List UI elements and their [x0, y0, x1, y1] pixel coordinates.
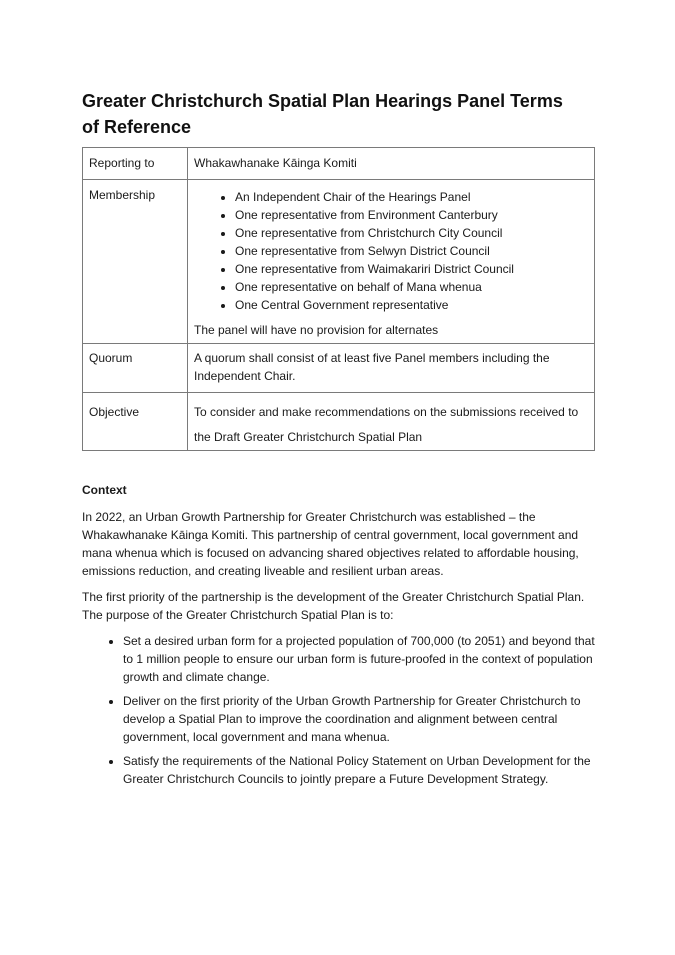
membership-note: The panel will have no provision for alternates — [194, 323, 439, 337]
list-item: • One representative from Waimakariri District Council — [235, 260, 588, 278]
objective-value: To consider and make recommendations on the submissions received to the Draft Greater Christchurch Spatial Plan — [194, 405, 579, 444]
list-item: • One representative from Selwyn District Council — [235, 242, 588, 260]
objective-label: Objective — [89, 405, 140, 419]
list-item: • Satisfy the requirements of the National Policy Statement on Urban Development for the Greater Christchurch Councils to jointly prepare a Future Development Strategy. — [123, 752, 602, 788]
table-value-cell — [188, 393, 595, 451]
table-row-reporting — [83, 148, 595, 180]
reporting-value: Whakawhanake Kāinga Komiti — [194, 156, 357, 170]
quorum-label: Quorum — [89, 351, 133, 365]
list-item: • One Central Government representative — [235, 296, 588, 314]
list-item: • Set a desired urban form for a projected population of 700,000 (to 2051) and beyond that to 1 million people to ensure our urban form is future-proofed in the context of population growth and climate change. — [123, 632, 602, 686]
table-label-cell — [83, 344, 188, 393]
list-item: • One representative on behalf of Mana whenua — [235, 278, 588, 296]
list-item: • One representative from Christchurch City Council — [235, 224, 588, 242]
list-item: • Deliver on the first priority of the Urban Growth Partnership for Greater Christchurch to develop a Spatial Plan to improve the coordination and alignment between central government, local government and mana whenua. — [123, 692, 602, 746]
table-label-cell — [83, 148, 188, 180]
context-heading: Context — [82, 483, 127, 497]
table-value-cell — [188, 180, 595, 344]
terms-of-reference-table — [82, 147, 595, 451]
membership-list — [194, 188, 588, 314]
table-row-objective — [83, 393, 595, 451]
membership-label: Membership — [89, 188, 156, 202]
reporting-label: Reporting to — [89, 156, 155, 170]
table-value-cell — [188, 344, 595, 393]
table-label-cell — [83, 393, 188, 451]
context-section — [82, 481, 602, 794]
list-item: • One representative from Environment Canterbury — [235, 206, 588, 224]
list-item: • An Independent Chair of the Hearings Panel — [235, 188, 588, 206]
context-paragraph: In 2022, an Urban Growth Partnership for Greater Christchurch was established – the Whakawhanake Kāinga Komiti. This partnership of central government, local government and mana whenua which is focused on advancing shared objectives related to affordable housing, emissions reduction, and creating liveable and resilient urban areas. — [82, 510, 579, 578]
table-label-cell — [83, 180, 188, 344]
table-value-cell — [188, 148, 595, 180]
document-title: Greater Christchurch Spatial Plan Hearings Panel Terms of Reference — [82, 91, 563, 137]
purpose-list — [82, 632, 602, 788]
quorum-value: A quorum shall consist of at least five Panel members including the Independent Chair. — [194, 351, 550, 383]
table-row-quorum — [83, 344, 595, 393]
context-paragraph: The first priority of the partnership is the development of the Greater Christchurch Spatial Plan. The purpose of the Greater Christchurch Spatial Plan is to: — [82, 590, 585, 622]
table-row-membership — [83, 180, 595, 344]
